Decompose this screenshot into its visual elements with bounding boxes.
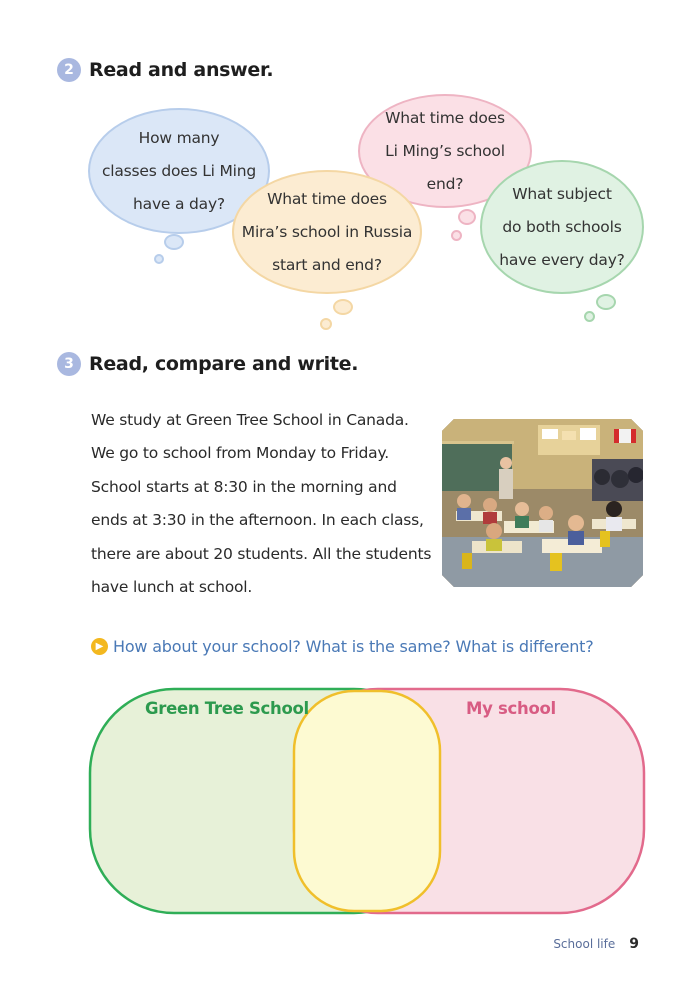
bubble-tail-dot bbox=[584, 311, 595, 322]
classroom-photo bbox=[442, 419, 643, 587]
venn-overlap-region bbox=[294, 691, 440, 911]
section-title: Read, compare and write. bbox=[89, 353, 359, 375]
bubble-tail-dot bbox=[320, 318, 332, 330]
passage-line: ends at 3:30 in the afternoon. In each class, bbox=[91, 511, 424, 530]
bubble-line: What time does bbox=[385, 108, 505, 127]
section-3-heading bbox=[57, 352, 358, 376]
bubble-line: start and end? bbox=[272, 255, 382, 274]
bubble-line: What subject bbox=[512, 184, 612, 203]
bubble-tail-dot bbox=[458, 209, 476, 225]
passage-line: have lunch at school. bbox=[91, 578, 253, 597]
section-number-badge: 3 bbox=[57, 352, 81, 376]
passage-line: We study at Green Tree School in Canada. bbox=[91, 411, 409, 429]
venn-right-label: My school bbox=[466, 699, 556, 718]
bubble-line: have a day? bbox=[133, 194, 225, 213]
compare-question bbox=[91, 637, 594, 656]
thought-bubble-both-schools-subject bbox=[480, 160, 644, 294]
reading-passage bbox=[91, 404, 436, 604]
bubble-tail-dot bbox=[154, 254, 164, 264]
bubble-line: have every day? bbox=[499, 250, 625, 269]
page-footer bbox=[553, 936, 639, 952]
bubble-line: Li Ming’s school bbox=[385, 141, 505, 160]
venn-diagram bbox=[88, 687, 648, 915]
bubble-tail-dot bbox=[333, 299, 353, 315]
venn-left-label: Green Tree School bbox=[145, 699, 309, 718]
section-number-badge: 2 bbox=[57, 58, 81, 82]
passage-line: School starts at 8:30 in the morning and bbox=[91, 477, 397, 496]
section-title: Read and answer. bbox=[89, 59, 274, 81]
bubble-tail-dot bbox=[164, 234, 184, 250]
passage-line: there are about 20 students. All the students bbox=[91, 544, 432, 563]
bubble-tail-dot bbox=[451, 230, 462, 241]
arrow-bullet-icon: ▶ bbox=[91, 638, 108, 655]
page-number: 9 bbox=[629, 936, 639, 952]
bubble-line: classes does Li Ming bbox=[101, 161, 257, 180]
section-2-heading bbox=[57, 58, 273, 82]
bubble-line: do both schools bbox=[502, 217, 622, 236]
bubble-line: How many bbox=[138, 128, 220, 147]
bubble-line: Mira’s school in Russia bbox=[241, 222, 413, 241]
question-text: How about your school? What is the same? What is different? bbox=[113, 637, 594, 656]
passage-line: We go to school from Monday to Friday. bbox=[91, 444, 389, 463]
bubble-tail-dot bbox=[596, 294, 616, 310]
bubble-line: end? bbox=[426, 174, 464, 193]
thought-bubble-mira-school bbox=[232, 170, 422, 294]
chapter-label: School life bbox=[553, 937, 616, 951]
bubble-line: What time does bbox=[267, 189, 387, 208]
